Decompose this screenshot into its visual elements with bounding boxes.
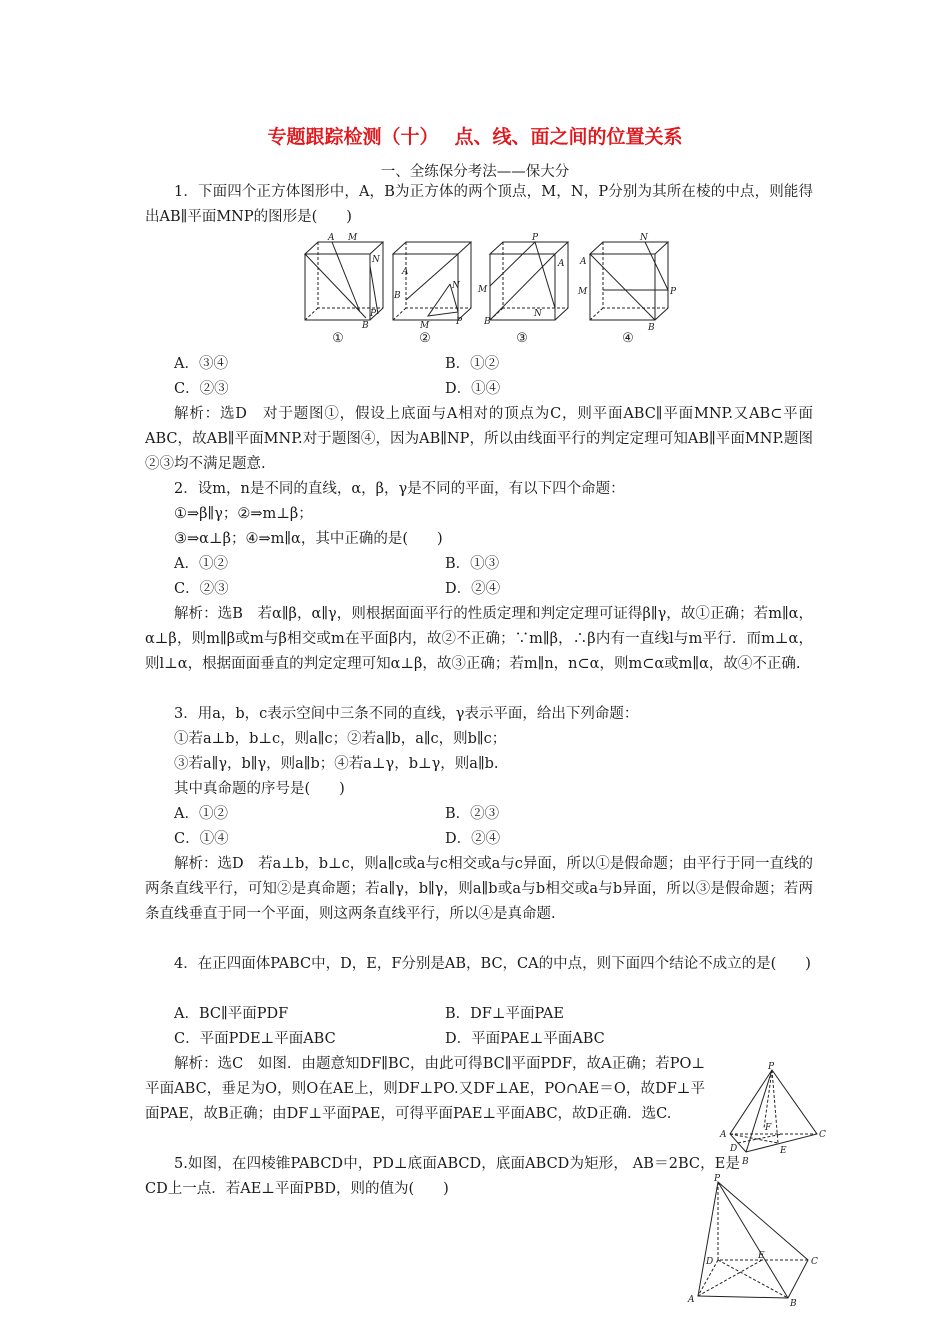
q3-option-c: C．①④: [174, 831, 229, 847]
svg-text:M: M: [478, 285, 488, 295]
q4-analysis: 解析：选C 如图．由题意知DF∥BC，由此可得BC∥平面PDF，故A正确；若PO⊥平面ABC，垂足为O，则O在AE上，则DF⊥PO.又DF⊥AE，PO∩AE＝O，故DF⊥平面PAE，故B正确；由DF⊥平面PAE，可得平面PAE⊥平面ABC，故D正确．选C.: [145, 1056, 705, 1122]
q1-option-a: A．③④: [174, 356, 228, 372]
svg-text:P: P: [670, 287, 677, 297]
svg-text:P: P: [768, 1062, 775, 1072]
q2-option-a: A．①②: [174, 556, 228, 572]
q2-stem: 2．设m，n是不同的直线，α，β，γ是不同的平面，有以下四个命题：: [174, 481, 625, 497]
svg-text:A: A: [402, 267, 409, 277]
q1-stem: 1．下面四个正方体图形中，A，B为正方体的两个顶点，M，N，P分别为其所在棱的中点，则能得出AB∥平面MNP的图形是( ): [145, 184, 813, 225]
q2-option-c: C．②③: [174, 581, 229, 597]
svg-text:B: B: [742, 1157, 749, 1167]
svg-text:N: N: [534, 309, 542, 319]
svg-text:A: A: [558, 259, 565, 269]
svg-text:A: A: [580, 257, 587, 267]
q1-figure-label: ③: [516, 331, 528, 346]
svg-text:N: N: [452, 281, 460, 291]
q3-propositions-2: ③若a∥γ，b∥γ，则a∥b；④若a⊥γ，b⊥γ，则a∥b.: [174, 756, 499, 772]
svg-text:A: A: [720, 1130, 727, 1140]
q1-figure-label: ②: [419, 331, 431, 346]
svg-text:B: B: [790, 1299, 797, 1309]
q2-analysis: 解析：选B 若α∥β，α∥γ，则根据面面平行的性质定理和判定定理可证得β∥γ，故①正确；若m∥α，α⊥β，则m∥β或m与β相交或m在平面β内，故②不正确；∵m∥β，∴β内有一直线l与m平行．而m⊥α，则l⊥α，根据面面垂直的判定定理可知α⊥β，故③正确；若m∥n，n⊂α，则m⊂α或m∥α，故④不正确.: [145, 606, 813, 672]
svg-text:P: P: [532, 233, 539, 243]
svg-text:E: E: [780, 1146, 787, 1156]
q1-option-b: B．①②: [445, 356, 500, 372]
svg-text:C: C: [819, 1130, 826, 1140]
svg-text:D: D: [706, 1257, 714, 1267]
svg-text:N: N: [640, 233, 648, 243]
svg-text:C: C: [811, 1257, 818, 1267]
svg-text:M: M: [578, 287, 588, 297]
q3-analysis: 解析：选D 若a⊥b，b⊥c，则a∥c或a与c相交或a与c异面，所以①是假命题；由平行于同一直线的两条直线平行，可知②是真命题；若a∥γ，b∥γ，则a∥b或a与b相交或a与b异面，所以③是假命题；若两条直线垂直于同一个平面，则这两条直线平行，所以④是真命题.: [145, 856, 813, 922]
q4-stem: 4．在正四面体PABC中，D，E，F分别是AB，BC，CA的中点，则下面四个结论不成立的是( ): [174, 956, 811, 972]
pyramid-figure: [680, 1172, 830, 1312]
svg-text:B: B: [394, 291, 401, 301]
q2-propositions-1: ①⇒β∥γ；②⇒m⊥β；: [174, 506, 313, 522]
svg-text:E: E: [758, 1251, 765, 1261]
q4-option-c: C．平面PDE⊥平面ABC: [174, 1031, 336, 1047]
page-title: 专题跟踪检测（十） 点、线、面之间的位置关系: [267, 126, 683, 148]
q3-propositions-1: ①若a⊥b，b⊥c，则a∥c；②若a∥b，a∥c，则b∥c；: [174, 731, 507, 747]
q4-option-b: B．DF⊥平面PAE: [445, 1006, 564, 1022]
svg-text:M: M: [420, 321, 430, 331]
q2-propositions-2: ③⇒α⊥β；④⇒m∥α，其中正确的是( ): [174, 531, 443, 547]
svg-text:B: B: [362, 321, 369, 331]
svg-text:A: A: [688, 1295, 695, 1305]
q1-figure-label: ④: [622, 331, 634, 346]
svg-text:F: F: [765, 1123, 772, 1133]
q1-cube-figures: [290, 232, 700, 348]
svg-text:M: M: [348, 233, 358, 243]
q3-option-a: A．①②: [174, 806, 228, 822]
q3-stem: 3．用a，b，c表示空间中三条不同的直线，γ表示平面，给出下列命题：: [174, 706, 639, 722]
q3-question: 其中真命题的序号是( ): [174, 781, 345, 797]
section-heading: 一、全练保分考法——保大分: [380, 164, 570, 180]
svg-text:B: B: [648, 323, 655, 333]
svg-text:B: B: [484, 317, 491, 327]
q2-option-b: B．①③: [445, 556, 500, 572]
svg-text:P: P: [456, 317, 463, 327]
svg-text:P: P: [370, 309, 377, 319]
svg-text:D: D: [730, 1144, 738, 1154]
q3-option-b: B．②③: [445, 806, 500, 822]
svg-text:A: A: [328, 233, 335, 243]
q2-option-d: D．②④: [445, 581, 501, 597]
svg-text:N: N: [372, 255, 380, 265]
q1-analysis: 解析：选D 对于题图①，假设上底面与A相对的顶点为C，则平面ABC∥平面MNP.又AB⊂平面ABC，故AB∥平面MNP.对于题图④，因为AB∥NP，所以由线面平行的判定定理可知AB∥平面MNP.题图②③均不满足题意.: [145, 406, 813, 472]
svg-text:P: P: [714, 1174, 721, 1184]
q1-option-c: C．②③: [174, 381, 229, 397]
q4-option-d: D．平面PAE⊥平面ABC: [445, 1031, 605, 1047]
q3-option-d: D．②④: [445, 831, 501, 847]
q5-stem: 5.如图，在四棱锥PABCD中，PD⊥底面ABCD，底面ABCD为矩形， AB＝2BC，E是CD上一点．若AE⊥平面PBD，则的值为( ): [145, 1156, 740, 1197]
q1-figure-label: ①: [332, 331, 344, 346]
q1-option-d: D．①④: [445, 381, 501, 397]
q4-option-a: A．BC∥平面PDF: [174, 1006, 289, 1022]
